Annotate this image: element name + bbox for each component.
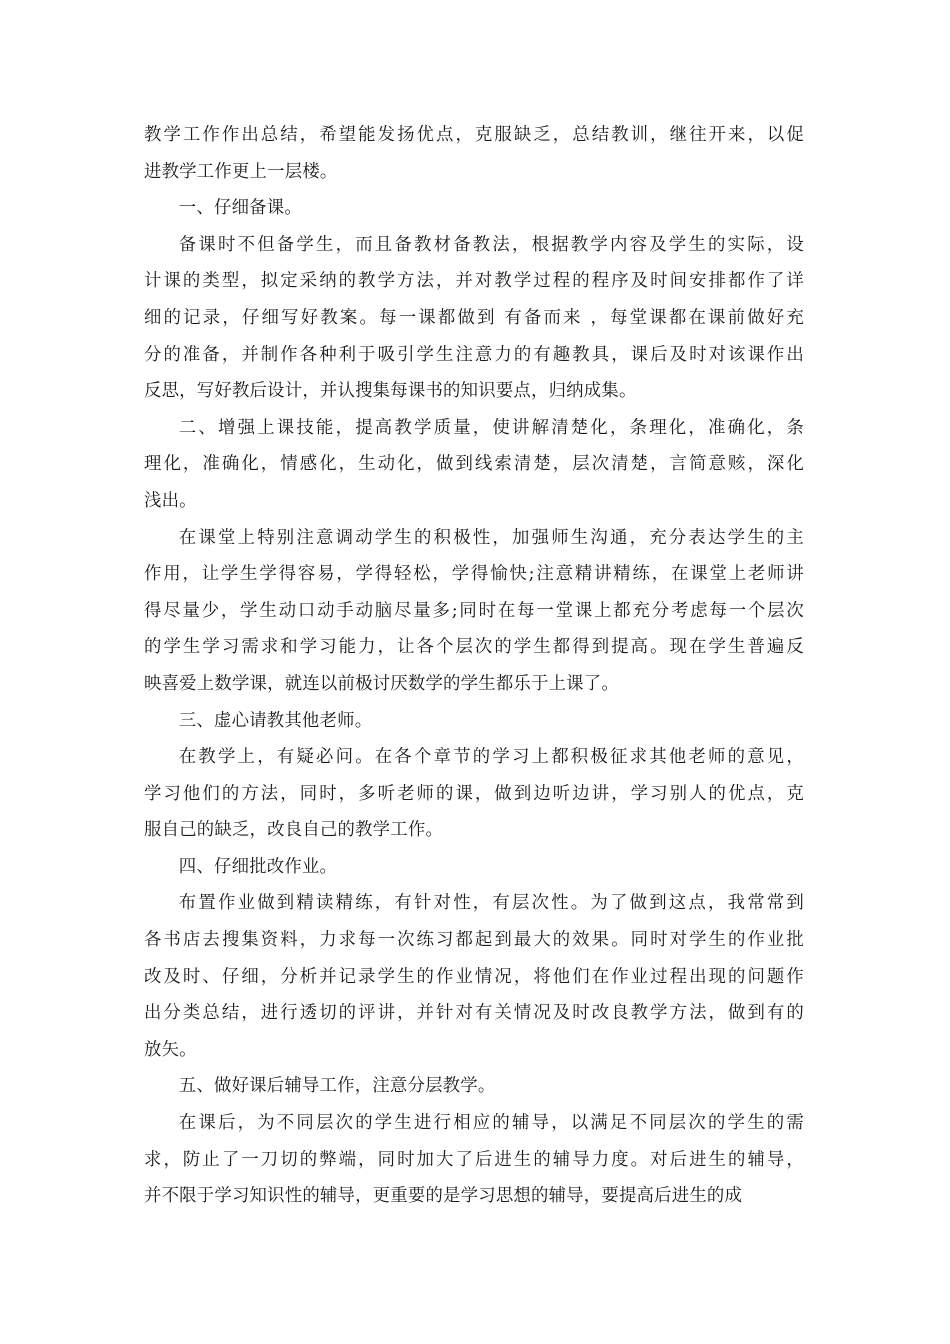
text-line: 在课堂上特别注意调动学生的积极性，加强师生沟通，充分表达学生的主: [178, 527, 804, 548]
text-line: 各书店去搜集资料，力求每一次练习都起到最大的效果。同时对学生的作业批: [144, 930, 804, 951]
text-line: 作用，让学生学得容易，学得轻松，学得愉快;注意精讲精练，在课堂上老师讲: [144, 564, 804, 585]
text-line: 浅出。: [144, 490, 197, 511]
text-line: 得尽量少，学生动口动手动脑尽量多;同时在每一堂课上都充分考虑每一个层次: [144, 600, 804, 621]
paragraph: [144, 227, 804, 410]
paragraph: [144, 885, 804, 1068]
text-line: 二、增强上课技能，提高教学质量，使讲解清楚化，条理化，准确化，条: [178, 417, 804, 438]
text-line: 五、做好课后辅导工作，注意分层教学。: [178, 1076, 496, 1097]
text-line: 的学生学习需求和学习能力，让各个层次的学生都得到提高。现在学生普遍反: [144, 637, 804, 658]
text-line: 理化，准确化，情感化，生动化，做到线索清楚，层次清楚，言简意赅，深化: [144, 454, 804, 475]
text-line: 求，防止了一刀切的弊端，同时加大了后进生的辅导力度。对后进生的辅导，: [144, 1149, 804, 1170]
text-line: 在教学上，有疑必问。在各个章节的学习上都积极征求其他老师的意见，: [178, 747, 804, 768]
section-heading: [144, 410, 804, 520]
section-heading: [144, 190, 804, 227]
text-line: 布置作业做到精读精练，有针对性，有层次性。为了做到这点，我常常到: [178, 893, 804, 914]
paragraph: [144, 1105, 804, 1215]
text-line: 计课的类型，拟定采纳的教学方法，并对教学过程的程序及时间安排都作了详: [144, 271, 804, 292]
text-line: 学习他们的方法，同时，多听老师的课，做到边听边讲，学习别人的优点，克: [144, 783, 804, 804]
paragraph: [144, 117, 804, 190]
text-line: 并不限于学习知识性的辅导，更重要的是学习思想的辅导，要提高后进生的成: [144, 1186, 743, 1207]
section-heading: [144, 1068, 804, 1105]
text-line: 一、仔细备课。: [178, 198, 302, 219]
paragraph: [144, 520, 804, 703]
text-line: 放矢。: [144, 1039, 197, 1060]
text-line: 分的准备，并制作各种利于吸引学生注意力的有趣教具，课后及时对该课作出: [144, 344, 804, 365]
text-line: 反思，写好教后设计，并认搜集每课书的知识要点，归纳成集。: [144, 381, 637, 402]
text-line: 备课时不但备学生，而且备教材备教法，根据教学内容及学生的实际，设: [178, 234, 804, 255]
text-line: 细的记录，仔细写好教案。每一课都做到 有备而来 ，每堂课都在课前做好充: [144, 307, 804, 328]
text-line: 进教学工作更上一层楼。: [144, 161, 338, 182]
text-line: 在课后，为不同层次的学生进行相应的辅导，以满足不同层次的学生的需: [178, 1113, 804, 1134]
document-page: [144, 117, 804, 1215]
text-line: 出分类总结，进行透切的评讲，并针对有关情况及时改良教学方法，做到有的: [144, 1003, 804, 1024]
section-heading: [144, 849, 804, 886]
text-line: 三、虚心请教其他老师。: [178, 710, 373, 731]
text-line: 教学工作作出总结，希望能发扬优点，克服缺乏，总结教训，继往开来，以促: [144, 125, 804, 145]
text-line: 改及时、仔细，分析并记录学生的作业情况，将他们在作业过程出现的问题作: [144, 966, 804, 987]
section-heading: [144, 703, 804, 740]
paragraph: [144, 739, 804, 849]
text-line: 映喜爱上数学课，就连以前极讨厌数学的学生都乐于上课了。: [144, 673, 619, 694]
text-line: 四、仔细批改作业。: [178, 856, 338, 877]
text-line: 服自己的缺乏，改良自己的教学工作。: [144, 820, 444, 841]
